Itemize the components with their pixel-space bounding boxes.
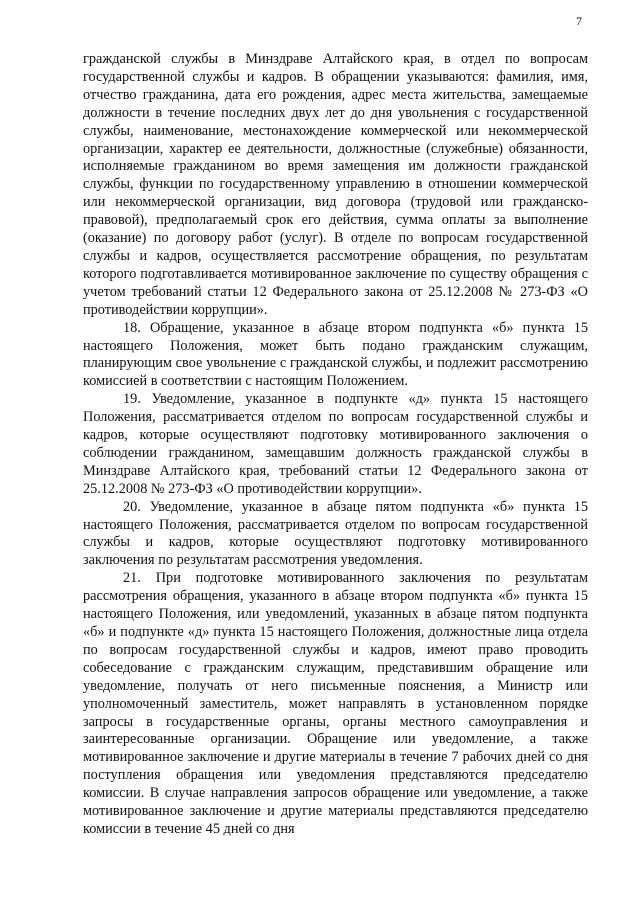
paragraph-19: 19. Уведомление, указанное в подпункте «д» пункта 15 настоящего Положения, рассматривается отделом по вопросам государственной службы и кадров, которые осуществляют подготовку мотивированного заключения о соблюдении гражданином, замещавшим должность гражданской службы в Минздраве Алтайского края, требований статьи 12 Федерального закона от 25.12.2008 № 273-ФЗ «О противодействии коррупции». xyxy=(83,391,588,497)
paragraph-21: 21. При подготовке мотивированного заключения по результатам рассмотрения обращения, указанного в абзаце втором подпункта «б» пункта 15 настоящего Положения, или уведомлений, указанных в абзаце пятом подпункта «б» и подпункте «д» пункта 15 настоящего Положения, должностные лица отдела по вопросам государственной службы и кадров, имеют право проводить собеседование с гражданским служащим, представившим обращение или уведомление, получать от него письменные пояснения, а Министр или уполномоченный заместитель, может направлять в установленном порядке запросы в государственные органы, органы местного самоуправления и заинтересованные организации. Обращение или уведомление, а также мотивированное заключение и другие материалы в течение 7 рабочих дней со дня поступления обращения или уведомления представляются председателю комиссии. В случае направления запросов обращение или уведомление, а также мотивированное заключение и другие материалы представляются председателю комиссии в течение 45 дней со дня xyxy=(83,570,588,837)
paragraph-18: 18. Обращение, указанное в абзаце втором подпункта «б» пункта 15 настоящего Положения, может быть подано гражданским служащим, планирующим свое увольнение с гражданской службы, и подлежит рассмотрению комиссией в соответствии с настоящим Положением. xyxy=(83,319,588,390)
page-number: 7 xyxy=(576,14,582,28)
paragraph-continuation: гражданской службы в Минздраве Алтайского края, в отдел по вопросам государственной службы и кадров. В обращении указываются: фамилия, имя, отчество гражданина, дата его рождения, адрес места жительства, замещаемые должности в течение последних двух лет до дня увольнения с государственной службы, наименование, местонахождение коммерческой или некоммерческой организации, характер ее деятельности, должностные (служебные) обязанности, исполняемые гражданином во время замещения им должности гражданской службы, функции по государственному управлению в отношении коммерческой или некоммерческой организации, вид договора (трудовой или гражданско-правовой), предполагаемый срок его действия, сумма оплаты за выполнение (оказание) по договору работ (услуг). В отделе по вопросам государственной службы и кадров, осуществляется рассмотрение обращения, по результатам которого подготавливается мотивированное заключение по существу обращения с учетом требований статьи 12 Федерального закона от 25.12.2008 № 273-ФЗ «О противодействии коррупции». xyxy=(83,51,588,318)
document-body xyxy=(83,51,588,839)
paragraph-20: 20. Уведомление, указанное в абзаце пятом подпункта «б» пункта 15 настоящего Положения, рассматривается отделом по вопросам государственной службы и кадров, которые осуществляют подготовку мотивированного заключения по результатам рассмотрения уведомления. xyxy=(83,498,588,569)
